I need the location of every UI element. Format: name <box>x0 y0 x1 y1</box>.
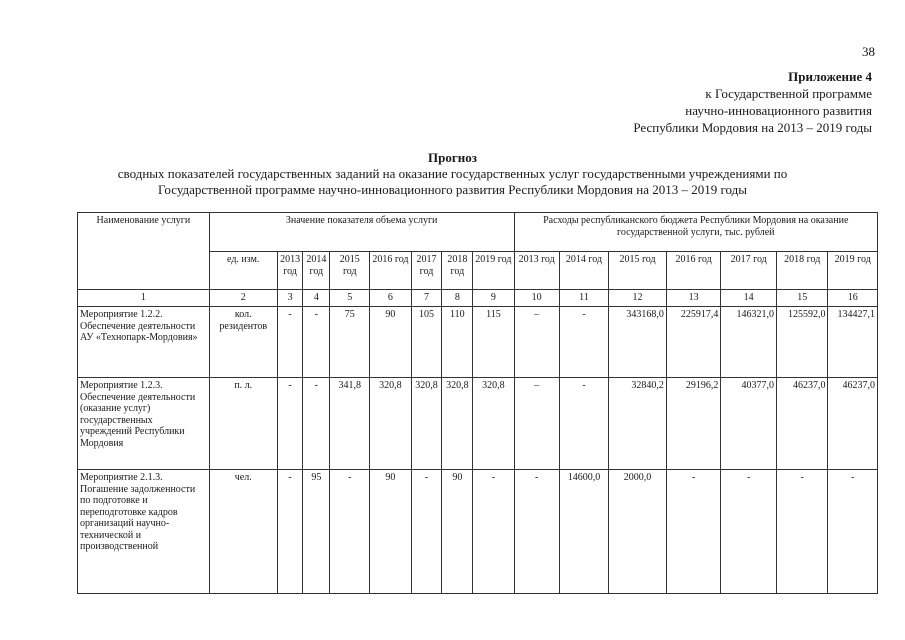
volume-cell: - <box>303 307 330 378</box>
column-number: 5 <box>330 290 370 307</box>
volume-cell: 75 <box>330 307 370 378</box>
appendix-title: Приложение 4 <box>788 69 872 84</box>
column-number: 6 <box>370 290 411 307</box>
row-service-name: Мероприятие 2.1.3. Погашение задолженности по подготовке и переподготовке кадров организаций научно-технической и производственной <box>78 470 210 594</box>
column-number: 12 <box>609 290 667 307</box>
header-expense-year: 2019 год <box>828 252 878 290</box>
column-number: 10 <box>514 290 559 307</box>
volume-cell: - <box>277 470 303 594</box>
expense-cell: 46237,0 <box>828 378 878 470</box>
column-number: 7 <box>411 290 442 307</box>
header-volume-group: Значение показателя объема услуги <box>209 213 514 252</box>
expense-cell: - <box>559 378 608 470</box>
appendix-line: научно-инновационного развития <box>685 103 872 118</box>
appendix-line: Республики Мордовия на 2013 – 2019 годы <box>633 120 872 135</box>
appendix-block <box>633 68 872 136</box>
heading-line: сводных показателей государственных заданий на оказание государственных услуг государственными учреждениями по <box>117 166 788 181</box>
page-number: 38 <box>862 44 875 59</box>
appendix-line: к Государственной программе <box>705 86 872 101</box>
expense-cell: 2000,0 <box>609 470 667 594</box>
header-volume-year: 2017 год <box>411 252 442 290</box>
column-number: 15 <box>776 290 827 307</box>
expense-cell: 29196,2 <box>666 378 721 470</box>
expense-cell: 343168,0 <box>609 307 667 378</box>
forecast-table <box>77 212 878 594</box>
header-volume-year: 2014 год <box>303 252 330 290</box>
expense-cell: 32840,2 <box>609 378 667 470</box>
expense-cell: 146321,0 <box>721 307 777 378</box>
volume-cell: 320,8 <box>473 378 514 470</box>
header-expense-year: 2017 год <box>721 252 777 290</box>
header-volume-year: 2018 год <box>442 252 473 290</box>
expense-cell: - <box>721 470 777 594</box>
volume-cell: 90 <box>442 470 473 594</box>
expense-cell: - <box>666 470 721 594</box>
table-row <box>78 470 878 594</box>
heading-title: Прогноз <box>428 150 477 165</box>
column-number: 16 <box>828 290 878 307</box>
row-service-name: Мероприятие 1.2.2. Обеспечение деятельности АУ «Технопарк-Мордовия» <box>78 307 210 378</box>
header-expense-year: 2014 год <box>559 252 608 290</box>
volume-cell: 115 <box>473 307 514 378</box>
table-row <box>78 307 878 378</box>
volume-cell: 341,8 <box>330 378 370 470</box>
header-unit: ед. изм. <box>209 252 277 290</box>
volume-cell: - <box>330 470 370 594</box>
column-number: 3 <box>277 290 303 307</box>
header-expense-year: 2013 год <box>514 252 559 290</box>
volume-cell: 320,8 <box>370 378 411 470</box>
expense-cell: - <box>828 470 878 594</box>
volume-cell: 95 <box>303 470 330 594</box>
header-volume-year: 2016 год <box>370 252 411 290</box>
expense-cell: 225917,4 <box>666 307 721 378</box>
expense-cell: – <box>514 307 559 378</box>
volume-cell: - <box>277 378 303 470</box>
header-expense-group: Расходы республиканского бюджета Республики Мордовия на оказание государственной услуги, тыс. рублей <box>514 213 878 252</box>
expense-cell: - <box>776 470 827 594</box>
expense-cell: – <box>514 378 559 470</box>
expense-cell: 14600,0 <box>559 470 608 594</box>
column-number: 4 <box>303 290 330 307</box>
row-unit: п. л. <box>209 378 277 470</box>
row-service-name: Мероприятие 1.2.3. Обеспечение деятельности (оказание услуг) государственных учреждений Республики Мордовия <box>78 378 210 470</box>
heading-line: Государственной программе научно-инновационного развития Республики Мордовия на 2013 – 2019 годы <box>158 182 747 197</box>
column-number: 9 <box>473 290 514 307</box>
expense-cell: 40377,0 <box>721 378 777 470</box>
volume-cell: - <box>303 378 330 470</box>
volume-cell: 110 <box>442 307 473 378</box>
expense-cell: 125592,0 <box>776 307 827 378</box>
column-number: 13 <box>666 290 721 307</box>
expense-cell: - <box>559 307 608 378</box>
header-volume-year: 2019 год <box>473 252 514 290</box>
expense-cell: 134427,1 <box>828 307 878 378</box>
header-service-name: Наименование услуги <box>78 213 210 290</box>
volume-cell: 320,8 <box>442 378 473 470</box>
header-volume-year: 2013 год <box>277 252 303 290</box>
volume-cell: - <box>473 470 514 594</box>
header-expense-year: 2016 год <box>666 252 721 290</box>
column-number: 14 <box>721 290 777 307</box>
expense-cell: - <box>514 470 559 594</box>
table-row <box>78 378 878 470</box>
column-number: 8 <box>442 290 473 307</box>
volume-cell: 90 <box>370 307 411 378</box>
column-number: 1 <box>78 290 210 307</box>
document-heading <box>0 150 905 198</box>
volume-cell: 320,8 <box>411 378 442 470</box>
row-unit: кол. резидентов <box>209 307 277 378</box>
header-expense-year: 2018 год <box>776 252 827 290</box>
row-unit: чел. <box>209 470 277 594</box>
volume-cell: - <box>411 470 442 594</box>
volume-cell: 105 <box>411 307 442 378</box>
header-volume-year: 2015 год <box>330 252 370 290</box>
column-number: 2 <box>209 290 277 307</box>
volume-cell: 90 <box>370 470 411 594</box>
expense-cell: 46237,0 <box>776 378 827 470</box>
volume-cell: - <box>277 307 303 378</box>
column-number: 11 <box>559 290 608 307</box>
header-expense-year: 2015 год <box>609 252 667 290</box>
